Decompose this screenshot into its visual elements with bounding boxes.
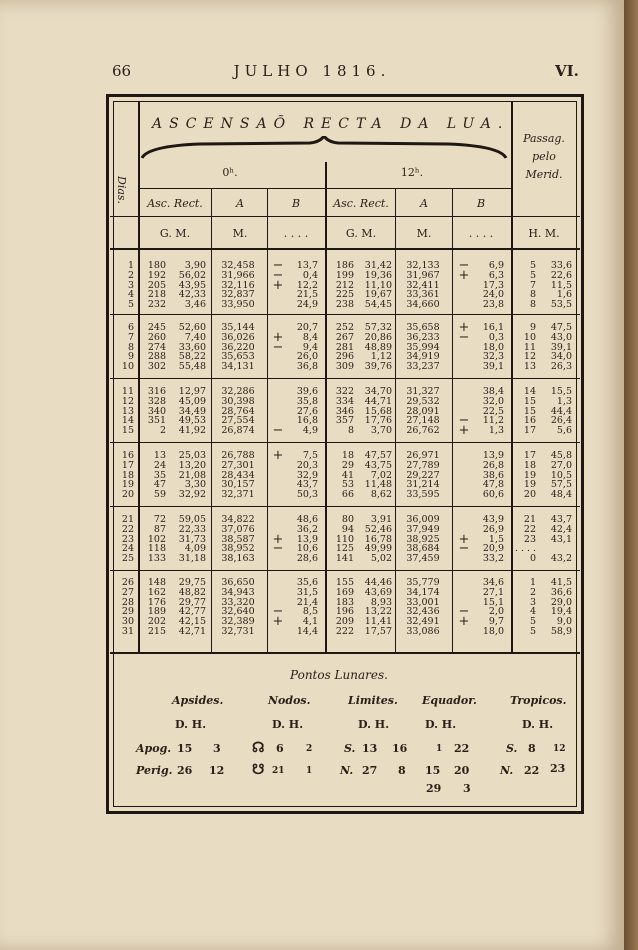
node1-day: 6 xyxy=(276,742,284,755)
cell-b12-s-group-1: − + xyxy=(458,258,470,283)
cell-asc0-g-group-6: 148 162 176 189 202 215 xyxy=(147,577,166,637)
cell-days-group-1: 1 2 3 4 5 xyxy=(127,260,134,311)
cell-b12-group-5: 43,9 26,9 1,5 20,9 33,2 xyxy=(482,514,504,565)
cell-b12-group-1: 6,9 6,3 17,3 24,0 23,8 xyxy=(482,260,504,311)
grid-vline xyxy=(211,188,212,652)
cell-days-group-3: 11 12 13 14 15 xyxy=(121,386,134,437)
equador-heading: Equador. xyxy=(422,694,477,707)
dh-tropicos: D. H. xyxy=(522,718,554,731)
cell-asc12-m-group-5: 3,91 52,46 16,78 49,99 5,02 xyxy=(364,514,392,565)
cell-a12-group-5: 36,009 37,949 38,925 38,684 37,459 xyxy=(406,514,440,565)
cell-pm-m-group-2: 47,5 43,0 39,1 34,0 26,3 xyxy=(550,322,572,373)
cell-pm-m-group-4: 45,8 27,0 10,5 57,5 48,4 xyxy=(550,450,572,501)
cell-asc12-m-group-1: 31,42 19,36 11,10 19,67 54,45 xyxy=(364,260,392,311)
cell-b0-group-5: 48,6 36,2 13,9 10,6 28,6 xyxy=(296,514,318,565)
cell-asc0-g-group-5: 72 87 102 118 133 xyxy=(147,514,166,565)
page-header xyxy=(0,62,624,86)
eq-hour-2: 20 xyxy=(454,764,470,777)
tropicos-heading: Tropicos. xyxy=(510,694,567,707)
cell-b0-s-group-5: + − xyxy=(272,531,284,557)
cell-a0-group-3: 32,286 30,398 28,764 27,554 26,874 xyxy=(221,386,255,437)
section-number: VI. xyxy=(555,62,579,80)
cell-a0-group-4: 26,788 27,301 28,434 30,157 32,371 xyxy=(221,450,255,501)
unit-hm: H. M. xyxy=(528,227,560,240)
apsides-heading: Apsides. xyxy=(172,694,224,707)
cell-asc0-m-group-1: 3,90 56,02 43,95 42,33 3,46 xyxy=(178,260,206,311)
cell-a0-group-5: 34,822 37,076 38,587 38,952 38,163 xyxy=(221,514,255,565)
cell-b0-group-3: 39,6 35,8 27,6 16,8 4,9 xyxy=(296,386,318,437)
cell-b12-s-group-6: − + xyxy=(458,604,470,630)
apog-label: Apog. xyxy=(136,742,172,755)
cell-b12-group-2: 16,1 0,3 18,0 32,3 39,1 xyxy=(482,322,504,373)
cell-a0-group-6: 36,650 34,943 33,320 32,640 32,389 32,731 xyxy=(221,577,255,637)
cell-asc0-m-group-2: 52,60 7,40 33,60 58,22 55,48 xyxy=(178,322,206,373)
cell-pm-m-group-6: 41,5 36,6 29,0 19,4 9,0 58,9 xyxy=(550,577,572,637)
grid-hline xyxy=(110,314,580,315)
grid-hline xyxy=(110,506,580,507)
cell-pm-m-group-5: 43,7 42,4 43,1 43,2 xyxy=(550,514,572,565)
cell-asc12-g-group-3: 322 334 346 357 8 xyxy=(335,386,354,437)
cell-asc12-g-group-6: 155 169 183 196 209 222 xyxy=(335,577,354,637)
cell-asc0-m-group-5: 59,05 22,33 31,73 4,09 31,18 xyxy=(178,514,206,565)
unit-gm-0: G. M. xyxy=(159,227,191,240)
perig-label: Perig. xyxy=(136,764,173,777)
cell-asc12-m-group-4: 47,57 43,75 7,02 11,48 8,62 xyxy=(364,450,392,501)
cell-b12-group-4: 13,9 26,8 38,6 47,8 60,6 xyxy=(482,450,504,501)
trop1-hour: 12 xyxy=(553,744,566,754)
limites-heading: Limites. xyxy=(348,694,398,707)
node2-day: 21 xyxy=(272,766,285,776)
grid-hline xyxy=(110,570,580,571)
cell-b0-s-group-2: + − xyxy=(272,329,284,355)
grid-hline xyxy=(138,188,511,189)
cell-b0-group-6: 35,6 31,5 21,4 8,5 4,1 14,4 xyxy=(296,577,318,637)
cell-asc12-m-group-3: 34,70 44,71 15,68 17,76 3,70 xyxy=(364,386,392,437)
cell-b0-group-1: 13,7 0,4 12,2 21,5 24,9 xyxy=(296,260,318,311)
col-asc-12: Asc. Rect. xyxy=(333,197,389,210)
cell-a12-group-1: 32,133 31,967 32,411 33,361 34,660 xyxy=(406,260,440,311)
cell-pm-m-group-1: 33,6 22,6 11,5 1,6 53,5 xyxy=(550,260,572,311)
hour-0-label: 0ʰ. xyxy=(222,166,238,179)
cell-asc12-g-group-2: 252 267 281 296 309 xyxy=(335,322,354,373)
cell-a0-group-2: 35,144 36,026 36,220 35,653 34,131 xyxy=(221,322,255,373)
trop2-label: N. xyxy=(500,764,514,777)
grid-hline xyxy=(110,652,580,654)
grid-vline xyxy=(452,188,453,652)
eq-day-2: 15 xyxy=(425,764,441,777)
unit-gm-12: G. M. xyxy=(345,227,377,240)
grid-hline xyxy=(110,248,580,250)
cell-b0-s-group-4: + xyxy=(272,448,284,463)
node2-hour: 1 xyxy=(306,766,313,776)
cell-asc0-g-group-3: 316 328 340 351 2 xyxy=(147,386,166,437)
ascending-node-icon: ☊ xyxy=(252,740,265,756)
lim1-day: 13 xyxy=(362,742,378,755)
cell-pm-h-group-5: 21 22 23 . . . . 0 xyxy=(514,514,536,565)
grid-hline xyxy=(110,378,580,379)
page-number: 66 xyxy=(112,62,132,80)
cell-asc12-m-group-6: 44,46 43,69 8,93 13,22 11,41 17,57 xyxy=(364,577,392,637)
col-asc-0: Asc. Rect. xyxy=(147,197,203,210)
lim1-hour: 16 xyxy=(392,742,408,755)
cell-b12-group-6: 34,6 27,1 15,1 2,0 9,7 18,0 xyxy=(482,577,504,637)
cell-b0-s-group-3: − xyxy=(272,423,284,439)
lim2-hour: 8 xyxy=(398,764,406,777)
perig-hour: 12 xyxy=(209,764,225,777)
cell-b12-s-group-2: + − xyxy=(458,320,470,345)
grid-vline xyxy=(267,188,268,652)
lunar-title: Pontos Lunares. xyxy=(290,668,388,682)
col-b-12: B xyxy=(476,197,486,210)
node1-hour: 2 xyxy=(306,744,313,754)
cell-days-group-2: 6 7 8 9 10 xyxy=(121,322,134,373)
cell-a0-group-1: 32,458 31,966 32,116 32,837 33,950 xyxy=(221,260,255,311)
cell-asc0-m-group-6: 29,75 48,82 29,77 42,77 42,15 42,71 xyxy=(178,577,206,637)
descending-node-icon: ☋ xyxy=(252,762,265,778)
cell-days-group-5: 21 22 23 24 25 xyxy=(121,514,134,565)
cell-a12-group-4: 26,971 27,789 29,227 31,214 33,595 xyxy=(406,450,440,501)
apog-day: 15 xyxy=(177,742,193,755)
cell-asc12-g-group-1: 186 199 212 225 238 xyxy=(335,260,354,311)
perig-day: 26 xyxy=(177,764,193,777)
book-spine xyxy=(624,0,638,950)
grid-vline xyxy=(395,188,396,652)
cell-asc0-g-group-4: 13 24 35 47 59 xyxy=(153,450,166,501)
grid-hline xyxy=(110,216,580,217)
cell-b12-s-group-5: + − xyxy=(458,531,470,557)
cell-b0-group-4: 7,5 20,3 32,9 43,7 50,3 xyxy=(296,450,318,501)
grid-hline xyxy=(110,442,580,443)
dias-label: Dias. xyxy=(115,176,128,205)
cell-asc0-m-group-3: 12,97 45,09 34,49 49,53 41,92 xyxy=(178,386,206,437)
col-b-0: B xyxy=(291,197,301,210)
unit-dots-12: . . . . xyxy=(468,227,494,240)
cell-pm-h-group-2: 9 10 11 12 13 xyxy=(523,322,536,373)
unit-dots-0: . . . . xyxy=(283,227,309,240)
cell-b12-s-group-3: − + xyxy=(458,413,470,439)
cell-b0-s-group-1: − − + xyxy=(272,258,284,293)
lim1-label: S. xyxy=(344,742,356,755)
eq-day-3: 29 xyxy=(426,782,442,795)
trop1-label: S. xyxy=(506,742,518,755)
cell-asc0-g-group-2: 245 260 274 288 302 xyxy=(147,322,166,373)
col-a-12: A xyxy=(420,197,428,210)
cell-days-group-4: 16 17 18 19 20 xyxy=(121,450,134,501)
trop2-day: 22 xyxy=(524,764,540,777)
cell-days-group-6: 26 27 28 29 30 31 xyxy=(121,577,134,637)
cell-a12-group-6: 35,779 34,174 33,001 32,436 32,491 33,086 xyxy=(406,577,440,637)
cell-b0-group-2: 20,7 8,4 9,4 26,0 36,8 xyxy=(296,322,318,373)
cell-pm-h-group-6: 1 2 3 4 5 5 xyxy=(529,577,536,637)
table-title: ASCENSAÕ RECTA DA LUA. xyxy=(152,116,510,132)
cell-a12-group-2: 35,658 36,233 35,994 34,919 33,237 xyxy=(406,322,440,373)
dh-apsides: D. H. xyxy=(175,718,207,731)
cell-pm-h-group-1: 5 5 7 8 8 xyxy=(529,260,536,311)
page-title: JULHO 1816. xyxy=(233,62,391,80)
passag-label: Passag. pelo Merid. xyxy=(523,132,565,181)
cell-asc0-m-group-4: 25,03 13,20 21,08 3,30 32,92 xyxy=(178,450,206,501)
trop2-hour: 23 xyxy=(550,762,566,775)
cell-pm-h-group-3: 14 15 15 16 17 xyxy=(523,386,536,437)
hour-12-label: 12ʰ. xyxy=(400,166,424,179)
cell-asc12-m-group-2: 57,32 20,86 48,89 1,12 39,76 xyxy=(364,322,392,373)
cell-asc12-g-group-4: 18 29 41 53 66 xyxy=(341,450,354,501)
eq-hour-3: 3 xyxy=(463,782,471,795)
cell-b0-s-group-6: − + xyxy=(272,604,284,630)
cell-asc12-g-group-5: 80 94 110 125 141 xyxy=(335,514,354,565)
unit-m-12: M. xyxy=(416,227,432,240)
dh-equador: D. H. xyxy=(425,718,457,731)
apog-hour: 3 xyxy=(213,742,221,755)
cell-asc0-g-group-1: 180 192 205 218 232 xyxy=(147,260,166,311)
dh-nodos: D. H. xyxy=(272,718,304,731)
cell-pm-m-group-3: 15,5 1,3 44,4 26,4 5,6 xyxy=(550,386,572,437)
col-a-0: A xyxy=(236,197,244,210)
eq-hour-1: 22 xyxy=(454,742,470,755)
cell-b12-group-3: 38,4 32,0 22,5 11,2 1,3 xyxy=(482,386,504,437)
lim2-day: 27 xyxy=(362,764,378,777)
trop1-day: 8 xyxy=(528,742,536,755)
brace-decoration xyxy=(140,136,508,162)
unit-m-0: M. xyxy=(232,227,248,240)
cell-pm-h-group-4: 17 18 19 19 20 xyxy=(523,450,536,501)
lim2-label: N. xyxy=(340,764,354,777)
eq-day-1: 1 xyxy=(436,744,443,754)
dh-limites: D. H. xyxy=(358,718,390,731)
cell-b12-s-group-4 xyxy=(458,451,470,490)
cell-a12-group-3: 31,327 29,532 28,091 27,148 26,762 xyxy=(406,386,440,437)
nodos-heading: Nodos. xyxy=(268,694,311,707)
